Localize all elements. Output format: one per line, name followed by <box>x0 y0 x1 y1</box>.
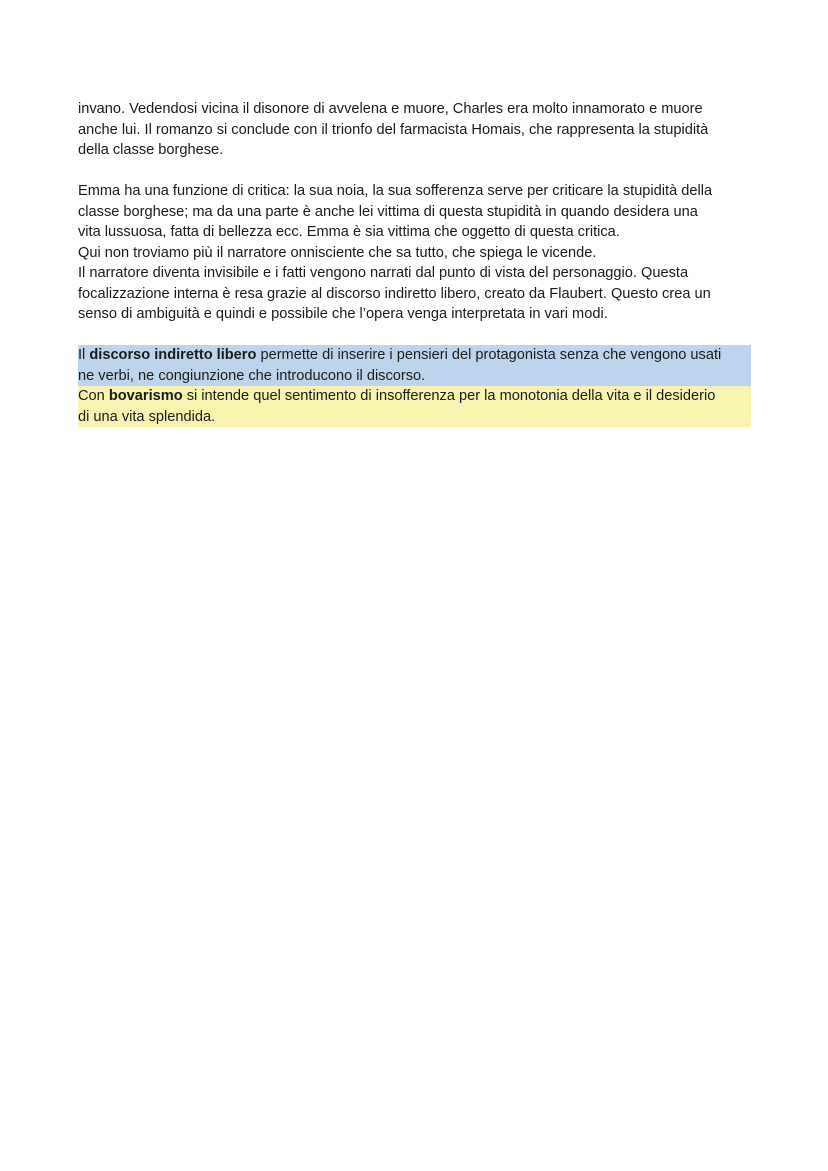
text-line: vita lussuosa, fatta di bellezza ecc. Emma è sia vittima che oggetto di questa critica. <box>78 224 620 240</box>
text-line: Il narratore diventa invisibile e i fatti vengono narrati dal punto di vista del personaggio. Questa <box>78 265 689 281</box>
definition-term: bovarismo <box>108 388 183 404</box>
text-line: focalizzazione interna è resa grazie al discorso indiretto libero, creato da Flaubert. Questo crea un <box>78 285 711 302</box>
definition-line: ne verbi, ne congiunzione che introducono il discorso. <box>78 367 426 384</box>
definition-discorso-indiretto-libero <box>78 345 751 386</box>
text-line: della classe borghese. <box>78 142 224 158</box>
definition-line <box>78 386 751 407</box>
definition-line: di una vita splendida. <box>78 408 216 425</box>
text-line: Emma ha una funzione di critica: la sua noia, la sua sofferenza serve per criticare la stupidità della <box>78 183 713 199</box>
text-line: invano. Vedendosi vicina il disonore di avvelena e muore, Charles era molto innamorato e muore <box>78 101 703 117</box>
paragraph-plot-ending <box>78 99 751 161</box>
text-line: classe borghese; ma da una parte è anche lei vittima di questa stupidità in quando desidera una <box>78 203 698 220</box>
definition-bovarismo <box>78 386 751 427</box>
paragraph-spacer <box>78 325 751 346</box>
definition-prefix: Con <box>78 388 109 404</box>
document-page <box>78 99 751 427</box>
paragraph-emma-critique <box>78 181 751 325</box>
definition-prefix: Il <box>78 347 90 363</box>
definition-text: permette di inserire i pensieri del protagonista senza che vengono usati <box>256 347 722 363</box>
definition-term: discorso indiretto libero <box>89 347 257 363</box>
text-line: anche lui. Il romanzo si conclude con il trionfo del farmacista Homais, che rappresenta la stupidità <box>78 121 709 138</box>
definition-text: si intende quel sentimento di insofferenza per la monotonia della vita e il desiderio <box>182 388 716 404</box>
definition-line <box>78 345 751 366</box>
text-line: senso di ambiguità e quindi e possibile che l’opera venga interpretata in vari modi. <box>78 306 608 322</box>
paragraph-spacer <box>78 161 751 182</box>
text-line: Qui non troviamo più il narratore onnisciente che sa tutto, che spiega le vicende. <box>78 244 597 261</box>
